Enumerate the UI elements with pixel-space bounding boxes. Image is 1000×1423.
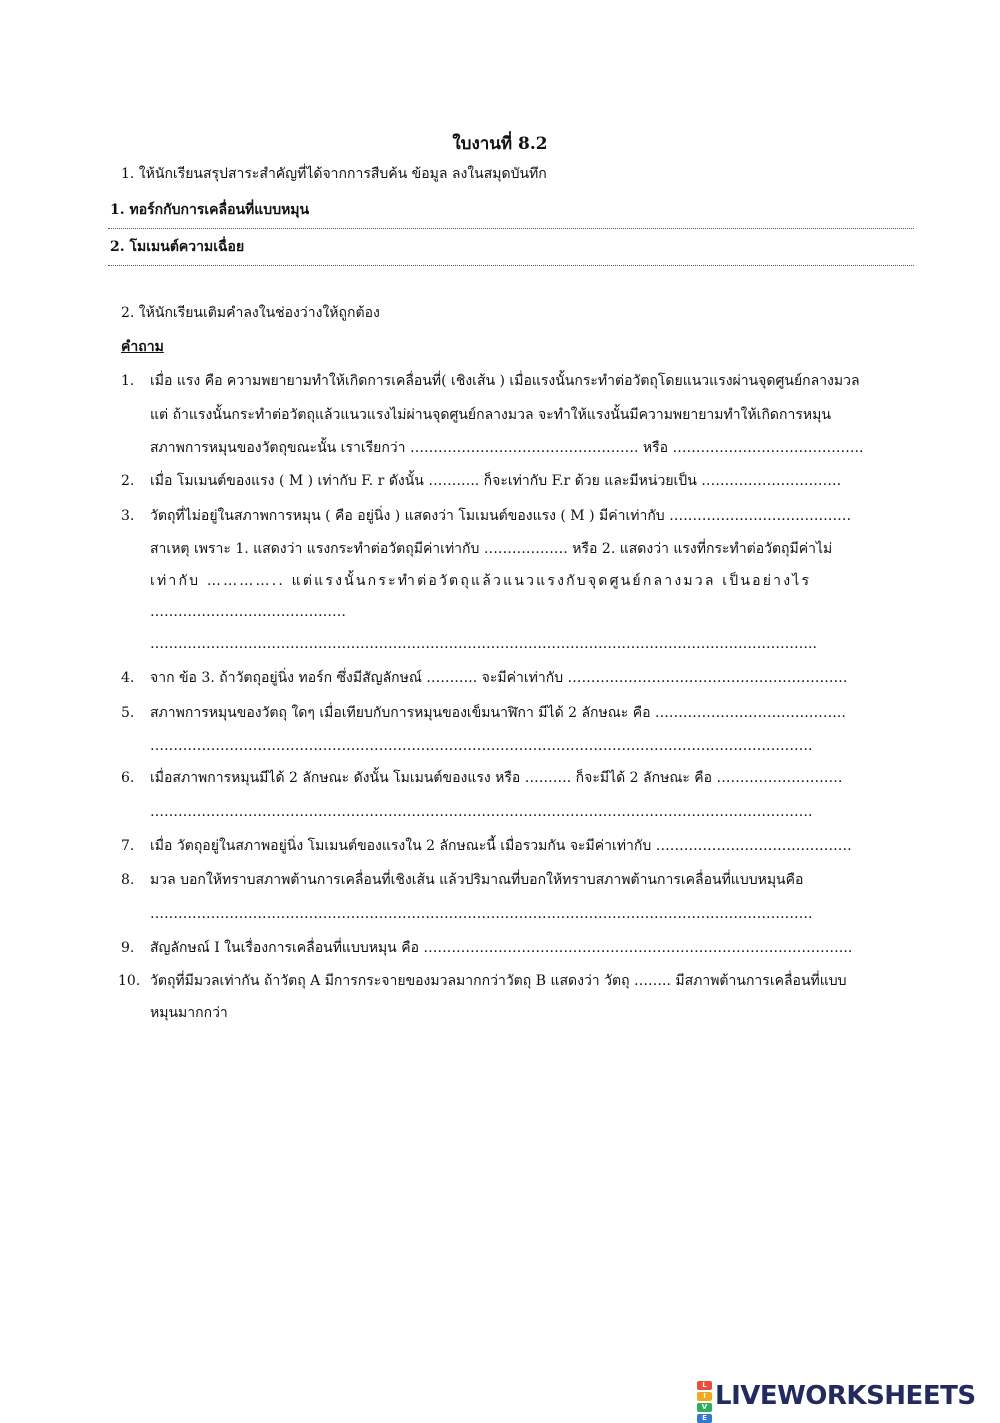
question-line: เมื่อ แรง คือ ความพยายามทำให้เกิดการเคลื่อนที่( เชิงเส้น ) เมื่อแรงนั้นกระทำต่อวัตถุโดยแนวแรงผ่านจุดศูนย์กลางมวล — [150, 373, 860, 389]
question-number: 7. — [121, 838, 135, 854]
logo-badge-letter: E — [697, 1414, 712, 1423]
question-line-blank[interactable]: สัญลักษณ์ I ในเรื่องการเคลื่อนที่แบบหมุน คือ ……………………………………………………………………………….. — [150, 940, 853, 956]
answer-blank[interactable]: ……………………………………………………………………………………………………………………………. — [150, 906, 813, 922]
part2-instruction: 2. ให้นักเรียนเติมคำลงในช่องว่างให้ถูกต้อง — [121, 305, 380, 321]
question-line: แต่ ถ้าแรงนั้นกระทำต่อวัตถุแล้วแนวแรงไม่ผ่านจุดศูนย์กลางมวล จะทำให้แรงนั้นมีความพยายามทำให้เกิดการหมุน — [150, 407, 831, 423]
logo-text: LIVEWORKSHEETS — [715, 1381, 976, 1411]
answer-blank[interactable]: ……………………………………………………………………………………………………………………………. — [150, 738, 813, 754]
question-number: 8. — [121, 872, 135, 888]
question-line-blank[interactable]: สภาพการหมุนของวัตถุ ใดๆ เมื่อเทียบกับการหมุนของเข็มนาฬิกา มีได้ 2 ลักษณะ คือ ………………………………….. — [150, 705, 846, 721]
answer-rule[interactable] — [108, 228, 914, 229]
topic-torque: 1. ทอร์กกับการเคลื่อนที่แบบหมุน — [110, 202, 310, 218]
logo-badge-icon — [697, 1380, 712, 1422]
worksheet-title: ใบงานที่ 8.2 — [452, 134, 548, 154]
question-line-blank[interactable]: เท่ากับ ………….. แต่แรงนั้นกระทำต่อวัตถุแล้วแนวแรงกับจุดศูนย์กลางมวล เป็นอย่างไร — [150, 573, 812, 589]
logo-badge-letter: V — [697, 1403, 712, 1412]
answer-blank[interactable]: ……………………………………………………………………………………………………………………………. — [150, 804, 813, 820]
answer-blank[interactable]: …………………………………………………………………………………………………………………………….. — [150, 636, 817, 652]
questions-heading: คำถาม — [121, 339, 164, 355]
question-number: 4. — [121, 670, 135, 686]
question-line-blank[interactable]: เมื่อ วัตถุอยู่ในสภาพอยู่นิ่ง โมเมนต์ของแรงใน 2 ลักษณะนี้ เมื่อรวมกัน จะมีค่าเท่ากับ …………………………………… — [150, 838, 852, 854]
question-line-blank[interactable]: วัตถุที่ไม่อยู่ในสภาพการหมุน ( คือ อยู่นิ่ง ) แสดงว่า โมเมนต์ของแรง ( M ) มีค่าเท่ากับ ………………………………… — [150, 508, 852, 524]
question-number: 10. — [118, 973, 141, 989]
topic-moment-of-inertia: 2. โมเมนต์ความเฉื่อย — [110, 239, 245, 255]
question-line: หมุนมากกว่า — [150, 1005, 228, 1021]
answer-rule[interactable] — [108, 265, 914, 266]
answer-blank[interactable]: …………………………………… — [150, 604, 346, 620]
question-number: 5. — [121, 705, 135, 721]
question-line-blank[interactable]: เมื่อ โมเมนต์ของแรง ( M ) เท่ากับ F. r ดังนั้น ……….. ก็จะเท่ากับ F.r ด้วย และมีหน่วยเป็น ………………………… — [150, 473, 842, 489]
question-number: 2. — [121, 473, 135, 489]
question-number: 3. — [121, 508, 135, 524]
question-line: มวล บอกให้ทราบสภาพต้านการเคลื่อนที่เชิงเส้น แล้วปริมาณที่บอกให้ทราบสภาพต้านการเคลื่อนที่แบบหมุนคือ — [150, 872, 804, 888]
part1-instruction: 1. ให้นักเรียนสรุปสาระสำคัญที่ได้จากการสืบค้น ข้อมูล ลงในสมุดบันทึก — [121, 166, 547, 182]
question-number: 6. — [121, 770, 135, 786]
question-line-blank[interactable]: สาเหตุ เพราะ 1. แสดงว่า แรงกระทำต่อวัตถุมีค่าเท่ากับ ……………… หรือ 2. แสดงว่า แรงที่กระทำต่อวัตถุมีค่าไม่ — [150, 541, 833, 557]
liveworksheets-logo — [697, 1376, 976, 1422]
question-line-blank[interactable]: จาก ข้อ 3. ถ้าวัตถุอยู่นิ่ง ทอร์ก ซึ่งมีสัญลักษณ์ ……….. จะมีค่าเท่ากับ …………………………………………………… — [150, 670, 848, 686]
question-line-blank[interactable]: สภาพการหมุนของวัตถุขณะนั้น เราเรียกว่า …………………………………………. หรือ ………………………………….. — [150, 440, 864, 456]
question-line-blank[interactable]: เมื่อสภาพการหมุนมีได้ 2 ลักษณะ ดังนั้น โมเมนต์ของแรง หรือ ………. ก็จะมีได้ 2 ลักษณะ คือ ……………………… — [150, 770, 843, 786]
question-line-blank[interactable]: วัตถุที่มีมวลเท่ากัน ถ้าวัตถุ A มีการกระจายของมวลมากกว่าวัตถุ B แสดงว่า วัตถุ …….. มีสภาพต้านการเคลื่อนที่แบบ — [150, 973, 847, 989]
question-number: 1. — [121, 373, 135, 389]
question-number: 9. — [121, 940, 135, 956]
logo-badge-letter: L — [697, 1381, 712, 1390]
logo-badge-letter: I — [697, 1392, 712, 1401]
